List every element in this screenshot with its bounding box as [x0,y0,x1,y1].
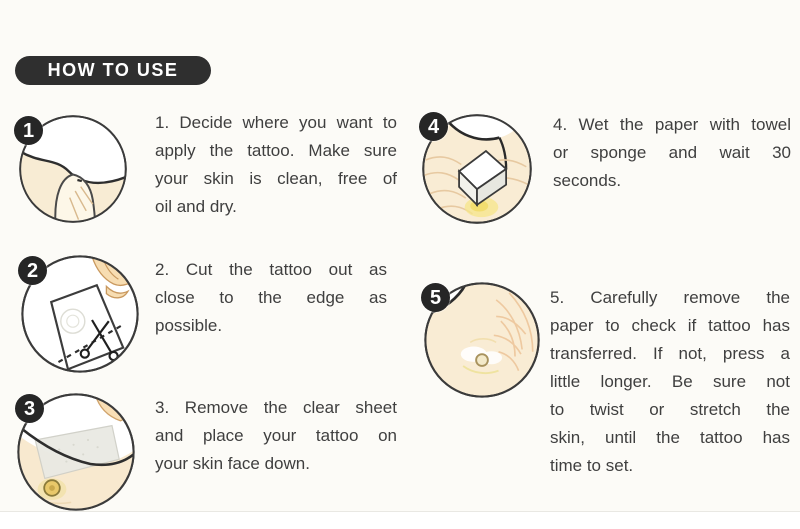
instruction-line: to twist or stretch the [550,400,790,419]
instruction-line: skin, until the tattoo has [550,428,790,447]
step1-text [155,109,397,221]
instruction-line: transferred. If not, press a [550,344,790,363]
tattoo-ring-icon [476,354,488,366]
step4-number-badge [419,112,448,141]
step5-number: 5 [429,286,442,309]
step1-number: 1 [22,119,35,142]
bottom-edge [0,511,800,529]
header-title: HOW TO USE [47,60,179,80]
instruction-line: apply the tattoo. Make sure [155,141,397,160]
step4-number: 4 [427,115,440,138]
instruction-line: oil and dry. [155,197,237,216]
step3-text [155,394,397,478]
step1-number-badge [14,116,43,145]
instruction-line: close to the edge as [155,288,387,307]
step2-number: 2 [26,259,39,282]
step2-number-badge [18,256,47,285]
instruction-line: 3. Remove the clear sheet [155,398,397,417]
how-to-use-header [15,56,211,85]
instruction-line: your skin face down. [155,454,310,473]
instruction-line: time to set. [550,456,634,475]
instruction-line: 5. Carefully remove the [550,288,790,307]
instruction-line: 1. Decide where you want to [155,113,397,132]
step3-number: 3 [23,397,36,420]
instruction-line: little longer. Be sure not [550,372,790,391]
instruction-line: seconds. [553,171,622,190]
instruction-line: 2. Cut the tattoo out as [155,260,387,279]
step3-number-badge [15,394,44,423]
instruction-line: and place your tattoo on [155,426,397,445]
step5-number-badge [421,283,450,312]
instruction-line: 4. Wet the paper with towel [553,115,791,134]
step5-text [550,284,790,480]
step4-text [553,111,791,195]
instruction-line: possible. [155,316,223,335]
instruction-line: paper to check if tattoo has [550,316,790,335]
step2-text [155,256,387,340]
instruction-line: or sponge and wait 30 [553,143,791,162]
instruction-line: your skin is clean, free of [155,169,397,188]
